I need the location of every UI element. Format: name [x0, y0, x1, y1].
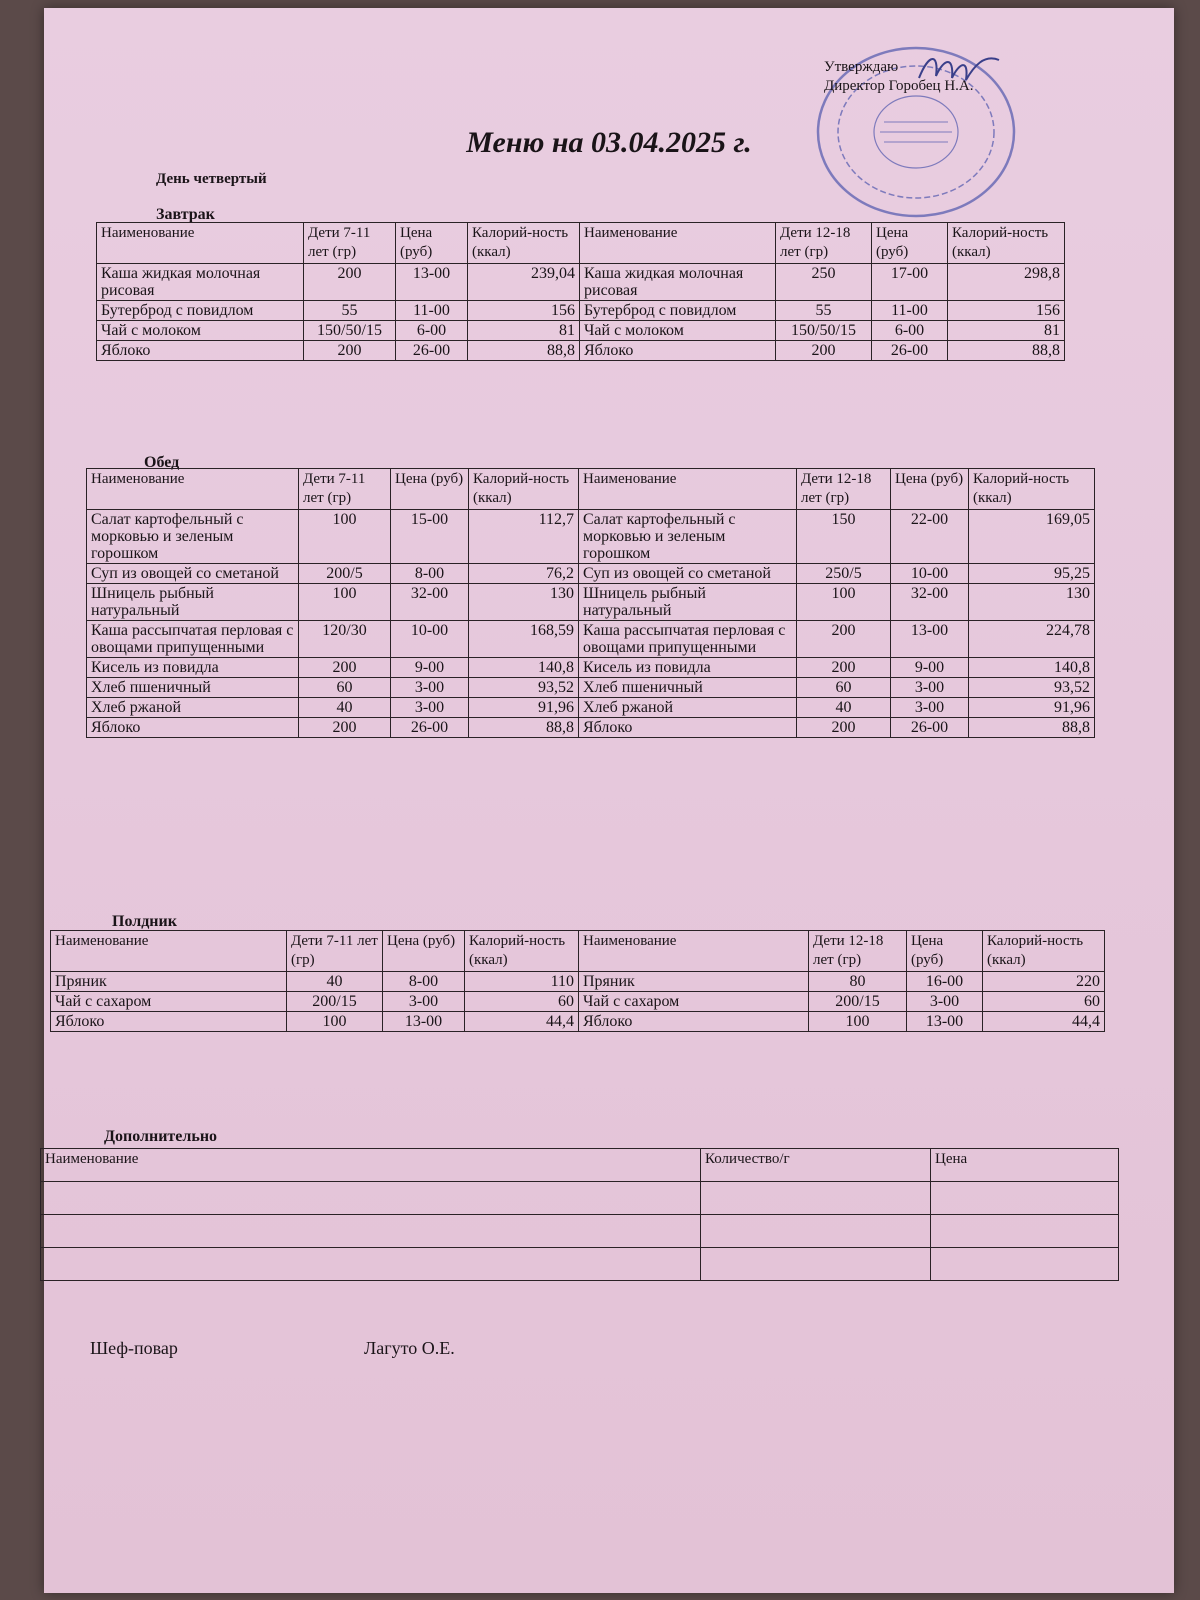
table-row [87, 621, 1095, 658]
portion-7-11-cell: 200 [299, 718, 391, 738]
dish-name-cell: Яблоко [579, 1012, 809, 1032]
portion-12-18-cell: 60 [797, 678, 891, 698]
portion-12-18-cell: 200 [797, 621, 891, 658]
empty-row [41, 1215, 1119, 1248]
header-kids-12-18: Дети 12-18 лет (гр) [797, 469, 891, 510]
price-7-11-cell: 10-00 [391, 621, 469, 658]
price-7-11-cell: 8-00 [391, 564, 469, 584]
table-row [97, 264, 1065, 301]
price-12-18-cell: 32-00 [891, 584, 969, 621]
approval-line-2: Директор Горобец Н.А. [824, 78, 974, 94]
dish-name-cell: Пряник [579, 972, 809, 992]
dish-name-cell: Хлеб ржаной [579, 698, 797, 718]
table-row [51, 1012, 1105, 1032]
extra-header-quantity: Количество/г [701, 1149, 931, 1182]
portion-12-18-cell: 200/15 [809, 992, 907, 1012]
portion-12-18-cell: 100 [797, 584, 891, 621]
lunch-table [86, 468, 1095, 738]
table-header-row [51, 931, 1105, 972]
header-kcal: Калорий-ность (ккал) [465, 931, 579, 972]
kcal-7-11-cell: 88,8 [469, 718, 579, 738]
table-header-row [87, 469, 1095, 510]
price-7-11-cell: 11-00 [396, 301, 468, 321]
dish-name-cell: Шницель рыбный натуральный [579, 584, 797, 621]
extra-table [40, 1148, 1119, 1281]
breakfast-table [96, 222, 1065, 361]
price-12-18-cell: 26-00 [872, 341, 948, 361]
portion-7-11-cell: 55 [304, 301, 396, 321]
kcal-12-18-cell: 93,52 [969, 678, 1095, 698]
header-name: Наименование [579, 469, 797, 510]
portion-12-18-cell: 200 [797, 658, 891, 678]
price-7-11-cell: 6-00 [396, 321, 468, 341]
kcal-7-11-cell: 168,59 [469, 621, 579, 658]
dish-name-cell: Яблоко [87, 718, 299, 738]
portion-12-18-cell: 150/50/15 [776, 321, 872, 341]
price-12-18-cell: 26-00 [891, 718, 969, 738]
kcal-7-11-cell: 88,8 [468, 341, 580, 361]
price-12-18-cell: 22-00 [891, 510, 969, 564]
kcal-12-18-cell: 81 [948, 321, 1065, 341]
kcal-12-18-cell: 91,96 [969, 698, 1095, 718]
chef-name: Лагуто О.Е. [364, 1338, 455, 1358]
header-name: Наименование [580, 223, 776, 264]
portion-7-11-cell: 120/30 [299, 621, 391, 658]
dish-name-cell: Чай с молоком [97, 321, 304, 341]
table-row [87, 718, 1095, 738]
table-row [87, 698, 1095, 718]
empty-cell [931, 1182, 1119, 1215]
table-row [97, 341, 1065, 361]
kcal-7-11-cell: 156 [468, 301, 580, 321]
portion-12-18-cell: 100 [809, 1012, 907, 1032]
header-kcal: Калорий-ность (ккал) [983, 931, 1105, 972]
dish-name-cell: Шницель рыбный натуральный [87, 584, 299, 621]
portion-7-11-cell: 40 [287, 972, 383, 992]
header-kids-7-11: Дети 7-11 лет (гр) [299, 469, 391, 510]
header-kcal: Калорий-ность (ккал) [468, 223, 580, 264]
empty-cell [41, 1182, 701, 1215]
section-title-lunch: Обед [144, 454, 180, 471]
dish-name-cell: Яблоко [579, 718, 797, 738]
header-price: Цена (руб) [891, 469, 969, 510]
dish-name-cell: Хлеб пшеничный [87, 678, 299, 698]
portion-7-11-cell: 200 [299, 658, 391, 678]
portion-7-11-cell: 60 [299, 678, 391, 698]
kcal-12-18-cell: 44,4 [983, 1012, 1105, 1032]
portion-7-11-cell: 100 [299, 584, 391, 621]
header-name: Наименование [87, 469, 299, 510]
dish-name-cell: Суп из овощей со сметаной [579, 564, 797, 584]
kcal-12-18-cell: 220 [983, 972, 1105, 992]
portion-12-18-cell: 80 [809, 972, 907, 992]
kcal-7-11-cell: 76,2 [469, 564, 579, 584]
portion-12-18-cell: 200 [797, 718, 891, 738]
price-7-11-cell: 26-00 [396, 341, 468, 361]
empty-cell [701, 1182, 931, 1215]
approval-line-1: Утверждаю [824, 59, 899, 75]
kcal-12-18-cell: 88,8 [948, 341, 1065, 361]
price-12-18-cell: 13-00 [891, 621, 969, 658]
header-price: Цена (руб) [872, 223, 948, 264]
empty-cell [931, 1248, 1119, 1281]
portion-7-11-cell: 100 [299, 510, 391, 564]
kcal-7-11-cell: 112,7 [469, 510, 579, 564]
portion-12-18-cell: 40 [797, 698, 891, 718]
kcal-7-11-cell: 130 [469, 584, 579, 621]
portion-12-18-cell: 250 [776, 264, 872, 301]
header-price: Цена (руб) [383, 931, 465, 972]
header-price: Цена (руб) [391, 469, 469, 510]
header-name: Наименование [579, 931, 809, 972]
portion-7-11-cell: 40 [299, 698, 391, 718]
kcal-12-18-cell: 95,25 [969, 564, 1095, 584]
extra-header-name: Наименование [41, 1149, 701, 1182]
dish-name-cell: Пряник [51, 972, 287, 992]
table-row [87, 584, 1095, 621]
price-12-18-cell: 3-00 [907, 992, 983, 1012]
kcal-12-18-cell: 88,8 [969, 718, 1095, 738]
kcal-12-18-cell: 130 [969, 584, 1095, 621]
portion-7-11-cell: 200 [304, 341, 396, 361]
dish-name-cell: Яблоко [97, 341, 304, 361]
table-row [87, 564, 1095, 584]
dish-name-cell: Салат картофельный с морковью и зеленым горошком [87, 510, 299, 564]
kcal-7-11-cell: 140,8 [469, 658, 579, 678]
snack-table [50, 930, 1105, 1032]
header-kcal: Калорий-ность (ккал) [469, 469, 579, 510]
table-row [51, 972, 1105, 992]
section-title-breakfast: Завтрак [156, 206, 215, 223]
dish-name-cell: Чай с молоком [580, 321, 776, 341]
kcal-7-11-cell: 93,52 [469, 678, 579, 698]
header-kids-12-18: Дети 12-18 лет (гр) [776, 223, 872, 264]
price-7-11-cell: 3-00 [391, 678, 469, 698]
price-7-11-cell: 26-00 [391, 718, 469, 738]
dish-name-cell: Каша рассыпчатая перловая с овощами припущенными [579, 621, 797, 658]
dish-name-cell: Яблоко [580, 341, 776, 361]
price-12-18-cell: 10-00 [891, 564, 969, 584]
empty-cell [701, 1215, 931, 1248]
day-label: День четвертый [156, 171, 267, 187]
table-header-row [41, 1149, 1119, 1182]
header-kcal: Калорий-ность (ккал) [948, 223, 1065, 264]
dish-name-cell: Каша рассыпчатая перловая с овощами припущенными [87, 621, 299, 658]
price-12-18-cell: 11-00 [872, 301, 948, 321]
empty-cell [931, 1215, 1119, 1248]
price-7-11-cell: 3-00 [383, 992, 465, 1012]
dish-name-cell: Хлеб пшеничный [579, 678, 797, 698]
dish-name-cell: Бутерброд с повидлом [580, 301, 776, 321]
price-7-11-cell: 15-00 [391, 510, 469, 564]
kcal-12-18-cell: 60 [983, 992, 1105, 1012]
table-row [51, 992, 1105, 1012]
kcal-7-11-cell: 44,4 [465, 1012, 579, 1032]
portion-12-18-cell: 55 [776, 301, 872, 321]
price-7-11-cell: 8-00 [383, 972, 465, 992]
header-price: Цена (руб) [396, 223, 468, 264]
header-price: Цена (руб) [907, 931, 983, 972]
table-row [87, 678, 1095, 698]
chef-role: Шеф-повар [90, 1338, 178, 1358]
header-kids-7-11: Дети 7-11 лет (гр) [304, 223, 396, 264]
dish-name-cell: Салат картофельный с морковью и зеленым горошком [579, 510, 797, 564]
table-row [97, 321, 1065, 341]
empty-cell [701, 1248, 931, 1281]
portion-12-18-cell: 150 [797, 510, 891, 564]
dish-name-cell: Чай с сахаром [579, 992, 809, 1012]
empty-row [41, 1248, 1119, 1281]
portion-7-11-cell: 100 [287, 1012, 383, 1032]
price-7-11-cell: 13-00 [383, 1012, 465, 1032]
page-title: Меню на 03.04.2025 г. [466, 126, 752, 159]
portion-7-11-cell: 200/5 [299, 564, 391, 584]
kcal-7-11-cell: 81 [468, 321, 580, 341]
price-7-11-cell: 9-00 [391, 658, 469, 678]
kcal-7-11-cell: 91,96 [469, 698, 579, 718]
price-12-18-cell: 16-00 [907, 972, 983, 992]
kcal-12-18-cell: 298,8 [948, 264, 1065, 301]
price-12-18-cell: 17-00 [872, 264, 948, 301]
portion-12-18-cell: 250/5 [797, 564, 891, 584]
price-7-11-cell: 3-00 [391, 698, 469, 718]
price-7-11-cell: 13-00 [396, 264, 468, 301]
dish-name-cell: Кисель из повидла [579, 658, 797, 678]
approval-block [824, 58, 974, 96]
kcal-12-18-cell: 224,78 [969, 621, 1095, 658]
dish-name-cell: Суп из овощей со сметаной [87, 564, 299, 584]
empty-row [41, 1182, 1119, 1215]
dish-name-cell: Кисель из повидла [87, 658, 299, 678]
dish-name-cell: Каша жидкая молочная рисовая [580, 264, 776, 301]
price-12-18-cell: 3-00 [891, 678, 969, 698]
kcal-7-11-cell: 239,04 [468, 264, 580, 301]
empty-cell [41, 1215, 701, 1248]
kcal-12-18-cell: 140,8 [969, 658, 1095, 678]
dish-name-cell: Яблоко [51, 1012, 287, 1032]
table-row [87, 658, 1095, 678]
portion-12-18-cell: 200 [776, 341, 872, 361]
header-kids-12-18: Дети 12-18 лет (гр) [809, 931, 907, 972]
price-12-18-cell: 13-00 [907, 1012, 983, 1032]
section-title-extra: Дополнительно [104, 1128, 218, 1145]
dish-name-cell: Каша жидкая молочная рисовая [97, 264, 304, 301]
table-row [87, 510, 1095, 564]
header-kids-7-11: Дети 7-11 лет (гр) [287, 931, 383, 972]
kcal-7-11-cell: 60 [465, 992, 579, 1012]
header-name: Наименование [51, 931, 287, 972]
dish-name-cell: Бутерброд с повидлом [97, 301, 304, 321]
portion-7-11-cell: 200/15 [287, 992, 383, 1012]
portion-7-11-cell: 150/50/15 [304, 321, 396, 341]
dish-name-cell: Чай с сахаром [51, 992, 287, 1012]
table-row [97, 301, 1065, 321]
header-kcal: Калорий-ность (ккал) [969, 469, 1095, 510]
empty-cell [41, 1248, 701, 1281]
table-header-row [97, 223, 1065, 264]
extra-header-price: Цена [931, 1149, 1119, 1182]
portion-7-11-cell: 200 [304, 264, 396, 301]
price-12-18-cell: 9-00 [891, 658, 969, 678]
kcal-12-18-cell: 156 [948, 301, 1065, 321]
header-name: Наименование [97, 223, 304, 264]
price-7-11-cell: 32-00 [391, 584, 469, 621]
menu-sheet [44, 8, 1174, 1593]
kcal-12-18-cell: 169,05 [969, 510, 1095, 564]
price-12-18-cell: 6-00 [872, 321, 948, 341]
section-title-snack: Полдник [112, 913, 177, 930]
price-12-18-cell: 3-00 [891, 698, 969, 718]
kcal-7-11-cell: 110 [465, 972, 579, 992]
dish-name-cell: Хлеб ржаной [87, 698, 299, 718]
